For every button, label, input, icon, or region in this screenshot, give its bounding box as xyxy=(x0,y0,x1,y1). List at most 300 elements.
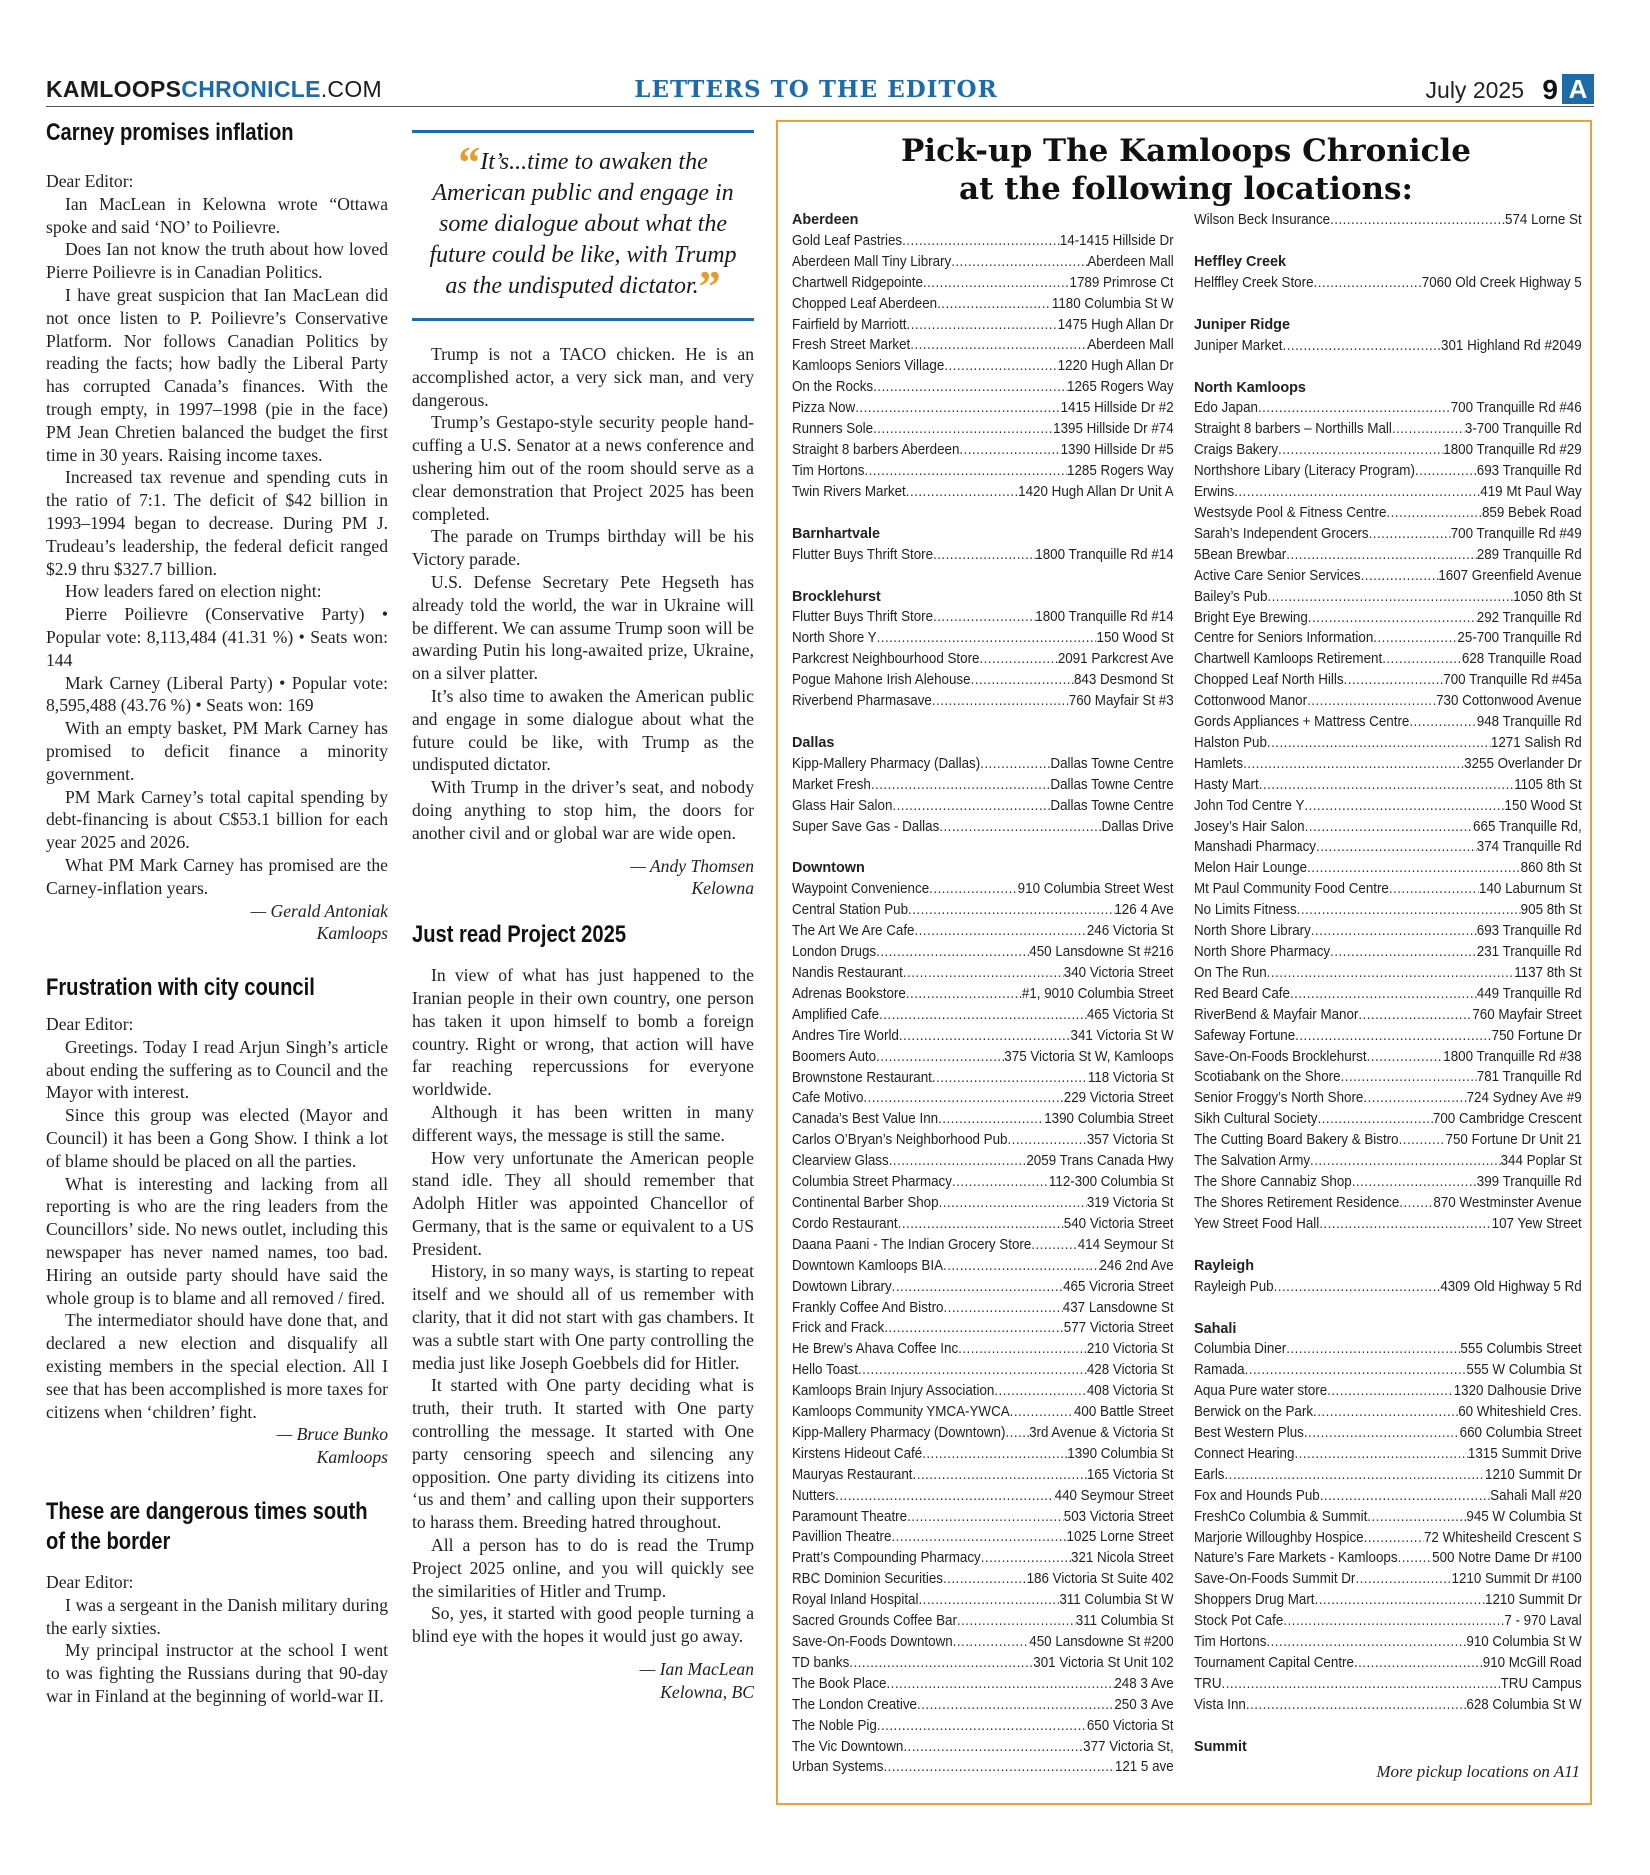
dot-leader xyxy=(879,1005,1087,1026)
location-entry xyxy=(792,649,1174,670)
location-address: 1265 Rogers Way xyxy=(1067,379,1174,396)
dot-leader xyxy=(932,1068,1088,1089)
dot-leader xyxy=(1308,608,1477,629)
dot-leader xyxy=(886,1674,1114,1695)
location-address: 628 Columbia St W xyxy=(1466,1696,1582,1713)
location-name: Red Beard Cafe xyxy=(1194,985,1290,1002)
location-address: 3-700 Tranquille Rd xyxy=(1464,421,1582,438)
location-entry xyxy=(792,1130,1174,1151)
location-address: 3255 Overlander Dr xyxy=(1464,755,1582,772)
location-address: 1137 8th St xyxy=(1514,964,1582,981)
dot-leader xyxy=(1267,963,1515,984)
location-name: Westsyde Pool & Fitness Centre xyxy=(1194,504,1387,521)
location-entry xyxy=(1194,1360,1582,1381)
location-entry xyxy=(1194,1067,1582,1088)
location-address: 859 Bebek Road xyxy=(1481,504,1582,521)
letter-body xyxy=(46,1594,388,1708)
location-entry xyxy=(1194,1632,1582,1653)
location-entry xyxy=(1194,1423,1582,1444)
dot-leader xyxy=(914,921,1086,942)
dot-leader xyxy=(1341,1067,1477,1088)
location-name: On the Rocks xyxy=(792,379,874,396)
location-name: Shoppers Drug Mart xyxy=(1194,1592,1315,1609)
location-entry xyxy=(792,1695,1174,1716)
location-address: 400 Battle Street xyxy=(1073,1404,1174,1421)
location-name: Gords Appliances + Mattress Centre xyxy=(1194,714,1410,731)
dot-leader xyxy=(1398,1548,1433,1569)
dot-leader xyxy=(1386,503,1482,524)
location-entry xyxy=(792,1381,1174,1402)
location-address: 574 Lorne St xyxy=(1505,212,1582,228)
location-address: 374 Tranquille Rd xyxy=(1476,839,1582,856)
location-address: 650 Victoria St xyxy=(1086,1717,1174,1734)
dot-leader xyxy=(938,1109,1044,1130)
location-name: North Shore Y xyxy=(792,630,877,647)
dot-leader xyxy=(1286,545,1477,566)
dot-leader xyxy=(1246,1695,1467,1716)
location-entry xyxy=(792,1193,1174,1214)
location-name: Kamloops Seniors Village xyxy=(792,358,945,375)
dot-leader xyxy=(1290,984,1477,1005)
location-name: Hello Toast xyxy=(792,1362,858,1379)
dot-leader xyxy=(864,461,1067,482)
location-entry xyxy=(792,273,1174,294)
location-address: 1789 Primrose Ct xyxy=(1069,274,1174,291)
location-entry xyxy=(792,1590,1174,1611)
location-address: 465 Victoria St xyxy=(1086,1006,1174,1023)
location-entry xyxy=(1194,1130,1582,1151)
dot-leader xyxy=(1358,1005,1472,1026)
dot-leader xyxy=(953,1632,1030,1653)
location-address: 210 Victoria St xyxy=(1086,1341,1174,1358)
signature-name: — Bruce Bunko xyxy=(276,1424,388,1445)
location-entry xyxy=(1194,775,1582,796)
location-name: RBC Dominion Securities xyxy=(792,1571,943,1588)
location-address: 860 8th St xyxy=(1520,860,1582,877)
close-quote-mark: ” xyxy=(698,262,721,311)
dot-leader xyxy=(1330,942,1477,963)
location-address: 399 Tranquille Rd xyxy=(1476,1173,1582,1190)
location-address: 72 Whitesheild Crescent S xyxy=(1423,1529,1582,1546)
dot-leader xyxy=(1267,587,1513,608)
location-name: Chopped Leaf North Hills xyxy=(1194,672,1344,689)
location-entry xyxy=(1194,1590,1582,1611)
location-address: Dallas Towne Centre xyxy=(1050,776,1174,793)
dot-leader xyxy=(1355,1569,1451,1590)
letter-headline: These are dangerous times south of the border xyxy=(46,1498,368,1556)
location-address: 229 Victoria Street xyxy=(1063,1090,1174,1107)
location-entry xyxy=(1194,1172,1582,1193)
location-address: Dallas Drive xyxy=(1101,818,1174,835)
letter-body xyxy=(46,1036,388,1424)
paragraph: My principal instructor at the school I went to was fighting the Russians during that 90-day war in Finland at the beginning of world-war II. xyxy=(46,1640,388,1707)
location-name: Urban Systems xyxy=(792,1759,884,1776)
location-name: Kipp-Mallery Pharmacy (Dallas) xyxy=(792,755,981,772)
location-entry xyxy=(1194,524,1582,545)
location-name: Downtown Kamloops BIA xyxy=(792,1257,944,1274)
location-entry xyxy=(792,356,1174,377)
location-entry xyxy=(792,628,1174,649)
dot-leader xyxy=(1313,1402,1458,1423)
location-name: Andres Tire World xyxy=(792,1027,899,1044)
paragraph: It’s also time to awaken the American public and engage in some dialogue about what the future could be like, with Trump as the undisputed dictator. xyxy=(412,685,754,775)
paragraph: History, in so many ways, is starting to repeat itself and we should all of us remember with clarity, that it did not start with gas chambers. It was a subtle start with One party controlling the media just like Joseph Goebbels did for Hitler. xyxy=(412,1261,754,1373)
location-address: TRU Campus xyxy=(1500,1675,1582,1692)
location-entry xyxy=(1194,837,1582,858)
pull-quote xyxy=(412,130,754,321)
location-entry xyxy=(792,1235,1174,1256)
paragraph: The parade on Trumps birthday will be his Victory parade. xyxy=(412,526,754,570)
dot-leader xyxy=(891,1527,1066,1548)
location-entry xyxy=(1194,461,1582,482)
location-address: 1420 Hugh Allan Dr Unit A xyxy=(1018,483,1174,500)
location-entry xyxy=(792,377,1174,398)
open-quote-mark: “ xyxy=(458,138,481,187)
area-heading: Summit xyxy=(1194,1738,1247,1755)
location-name: Daana Paani - The Indian Grocery Store xyxy=(792,1236,1032,1253)
location-address: 500 Notre Dame Dr #100 xyxy=(1432,1550,1582,1567)
dot-leader xyxy=(910,335,1087,356)
location-entry xyxy=(1194,1381,1582,1402)
location-address: #1, 9010 Columbia Street xyxy=(1021,985,1174,1002)
location-address: 126 4 Ave xyxy=(1114,902,1174,919)
location-entry xyxy=(1194,336,1582,357)
location-entry xyxy=(1194,796,1582,817)
dot-leader xyxy=(903,963,1064,984)
paragraph: Although it has been written in many different ways, the message is still the same. xyxy=(412,1101,754,1145)
location-address: 660 Columbia Street xyxy=(1459,1425,1582,1442)
location-entry xyxy=(1194,921,1582,942)
location-name: Central Station Pub xyxy=(792,902,909,919)
letter-body xyxy=(412,964,754,1648)
dot-leader xyxy=(981,1548,1071,1569)
location-entry xyxy=(792,963,1174,984)
location-address: 910 McGill Road xyxy=(1482,1655,1582,1671)
location-entry xyxy=(1194,1339,1582,1360)
location-name: Craigs Bakery xyxy=(1194,442,1279,459)
paragraph: In view of what has just happened to the Iranian people in their own country, one person has taken it upon himself to bomb a foreign country. Right or wrong, that action will have far reaching repercussions for everyone worldwide. xyxy=(412,965,754,1100)
dot-leader xyxy=(898,1214,1064,1235)
location-address: 910 Columbia Street West xyxy=(1017,881,1174,898)
dot-leader xyxy=(863,1088,1063,1109)
dot-leader xyxy=(1267,733,1491,754)
location-address: Aberdeen Mall xyxy=(1087,337,1174,354)
dot-leader xyxy=(906,482,1018,503)
location-name: Amplified Cafe xyxy=(792,1006,880,1023)
location-entry xyxy=(792,461,1174,482)
locations-left-column xyxy=(792,210,1172,1778)
location-address: 700 Cambridge Crescent xyxy=(1432,1111,1582,1128)
location-name: Tim Hortons xyxy=(1194,1634,1267,1651)
dot-leader xyxy=(1367,1507,1466,1528)
location-entry xyxy=(1194,398,1582,419)
dot-leader xyxy=(1295,1026,1491,1047)
location-address: 750 Fortune Dr Unit 21 xyxy=(1445,1132,1582,1149)
location-name: Waypoint Convenience xyxy=(792,881,930,898)
dot-leader xyxy=(971,670,1074,691)
dot-leader xyxy=(1399,1130,1446,1151)
location-address: 1315 Summit Drive xyxy=(1467,1445,1582,1462)
location-address: 1025 Lorne Street xyxy=(1066,1529,1174,1546)
location-entry xyxy=(1194,1047,1582,1068)
dot-leader xyxy=(979,649,1057,670)
location-address: 150 Wood St xyxy=(1504,797,1582,814)
dot-leader xyxy=(1363,1088,1466,1109)
location-name: Edo Japan xyxy=(1194,400,1258,417)
location-entry xyxy=(792,231,1174,252)
location-entry xyxy=(1194,1214,1582,1235)
location-address: 700 Tranquille Rd #49 xyxy=(1450,525,1582,542)
location-address: 628 Tranquille Road xyxy=(1461,651,1582,668)
location-address: 341 Victoria St W xyxy=(1070,1027,1174,1044)
location-name: Aberdeen Mall Tiny Library xyxy=(792,253,952,270)
location-address: 465 Vicroria Street xyxy=(1063,1278,1174,1295)
location-address: 246 Victoria St xyxy=(1086,923,1174,940)
dot-leader xyxy=(1286,1339,1460,1360)
location-name: Connect Hearing xyxy=(1194,1445,1295,1462)
dot-leader xyxy=(957,1611,1076,1632)
section-title: LETTERS TO THE EDITOR xyxy=(634,76,998,103)
location-address: 246 2nd Ave xyxy=(1099,1257,1174,1274)
location-address: 1390 Columbia Street xyxy=(1044,1111,1174,1128)
dot-leader xyxy=(855,398,1060,419)
location-name: Continental Barber Shop xyxy=(792,1194,939,1211)
area-heading: Aberdeen xyxy=(792,212,859,228)
dot-leader xyxy=(908,900,1114,921)
location-entry xyxy=(792,1716,1174,1737)
dot-leader xyxy=(923,273,1070,294)
location-entry xyxy=(1194,1674,1582,1695)
location-address: 910 Columbia St W xyxy=(1466,1634,1582,1651)
paragraph: PM Mark Carney’s total capital spending by debt-financing is about C$53.1 billion for each year 2025 and 2026. xyxy=(46,786,388,853)
dot-leader xyxy=(1344,670,1444,691)
location-entry xyxy=(792,1611,1174,1632)
paragraph: All a person has to do is read the Trump Project 2025 online, and you will quickly see the similarities of Hitler and Trump. xyxy=(412,1535,754,1601)
dot-leader xyxy=(917,1695,1114,1716)
location-entry xyxy=(792,1423,1174,1444)
area-heading: Barnhartvale xyxy=(792,525,880,542)
location-entry xyxy=(792,900,1174,921)
paragraph: What is interesting and lacking from all reporting is who are the ring leaders from the Councillors’ side. No news outlet, including this newspaper has never named names, too bad. Hiring an outside party should have said the whole group is to blame and all removed / fired. xyxy=(46,1173,388,1308)
paragraph: It started with One party deciding what is truth, their truth. It started with One party controlling the message. It started with One party censoring speech and silencing any opposition. One party dividing its citizens into ‘us and them’ and calling upon their supporters to harass them. Breeding hatred throughout. xyxy=(412,1375,754,1533)
dot-leader xyxy=(1225,1465,1486,1486)
location-entry xyxy=(792,315,1174,336)
location-address: 1220 Hugh Allan Dr xyxy=(1057,358,1174,375)
location-name: Rayleigh Pub xyxy=(1194,1278,1274,1295)
paragraph: What PM Mark Carney has promised are the Carney-inflation years. xyxy=(46,854,388,898)
dot-leader xyxy=(877,1716,1087,1737)
location-entry xyxy=(1194,649,1582,670)
paragraph: Mark Carney (Liberal Party) • Popular vote: 8,595,488 (43.76 %) • Seats won: 169 xyxy=(46,672,388,716)
area-heading: Downtown xyxy=(792,860,865,877)
area-heading: Dallas xyxy=(792,734,835,751)
location-name: Paramount Theatre xyxy=(792,1508,908,1525)
location-address: 321 Nicola Street xyxy=(1071,1550,1174,1567)
location-entry xyxy=(1194,1444,1582,1465)
dot-leader xyxy=(958,1339,1087,1360)
location-address: 1415 Hillside Dr #2 xyxy=(1060,400,1174,417)
dot-leader xyxy=(858,1360,1087,1381)
location-name: Clearview Glass xyxy=(792,1153,889,1170)
area-heading: North Kamloops xyxy=(1194,379,1306,396)
dot-leader xyxy=(1399,1193,1433,1214)
location-address: 437 Lansdowne St xyxy=(1062,1299,1174,1316)
location-name: Hamlets xyxy=(1194,755,1244,772)
location-address: 440 Seymour Street xyxy=(1054,1487,1174,1504)
paragraph: Pierre Poilievre (Conservative Party) • Popular vote: 8,113,484 (41.31 %) • Seats won: 144 xyxy=(46,604,388,670)
location-entry xyxy=(1194,628,1582,649)
location-entry xyxy=(1194,712,1582,733)
location-address: 1390 Columbia St xyxy=(1067,1445,1174,1462)
location-address: Dallas Towne Centre xyxy=(1050,797,1174,814)
location-address: 1285 Rogers Way xyxy=(1067,462,1174,479)
location-name: Nature’s Fare Markets - Kamloops xyxy=(1194,1550,1398,1567)
area-heading: Brocklehurst xyxy=(792,588,881,605)
location-entry xyxy=(792,607,1174,628)
more-locations-note: More pickup locations on A11 xyxy=(1376,1762,1580,1781)
location-name: Best Western Plus xyxy=(1194,1425,1304,1442)
dot-leader xyxy=(933,607,1035,628)
location-name: RiverBend & Mayfair Manor xyxy=(1194,1006,1359,1023)
letter-headline: Just read Project 2025 xyxy=(412,921,627,949)
location-name: The Shores Retirement Residence xyxy=(1194,1194,1400,1211)
location-entry xyxy=(1194,566,1582,587)
signature-name: — Gerald Antoniak xyxy=(250,900,388,921)
location-name: Kamloops Community YMCA-YWCA xyxy=(792,1404,1010,1421)
location-name: The Noble Pig xyxy=(792,1717,877,1734)
location-entry xyxy=(792,335,1174,356)
location-entry xyxy=(792,1674,1174,1695)
location-address: 540 Victoria Street xyxy=(1063,1215,1174,1232)
location-address: 724 Sydney Ave #9 xyxy=(1466,1090,1582,1107)
location-entry xyxy=(792,1151,1174,1172)
location-entry xyxy=(792,545,1174,566)
location-entry xyxy=(792,1005,1174,1026)
location-entry xyxy=(1194,503,1582,524)
location-address: 14-1415 Hillside Dr xyxy=(1059,232,1174,249)
dot-leader xyxy=(1259,775,1515,796)
location-address: 555 Columbis Street xyxy=(1460,1341,1582,1358)
location-address: 450 Lansdowne St #216 xyxy=(1029,944,1174,961)
paragraph: I was a sergeant in the Danish military during the early sixties. xyxy=(46,1594,388,1638)
location-address: 693 Tranquille Rd xyxy=(1476,923,1582,940)
location-entry xyxy=(792,1548,1174,1569)
site-name[interactable]: KAMLOOPSCHRONICLE.COM xyxy=(46,76,382,102)
location-entry xyxy=(1194,1465,1582,1486)
dot-leader xyxy=(884,1318,1064,1339)
dot-leader xyxy=(943,1569,1027,1590)
location-address: 700 Tranquille Rd #46 xyxy=(1450,400,1582,417)
dot-leader xyxy=(1266,1632,1466,1653)
dot-leader xyxy=(1305,817,1473,838)
location-entry xyxy=(1194,482,1582,503)
letter-headline: Frustration with city council xyxy=(46,974,315,1002)
location-entry xyxy=(792,1088,1174,1109)
location-name: TRU xyxy=(1194,1675,1222,1692)
dot-leader xyxy=(1364,1528,1424,1549)
location-name: Adrenas Bookstore xyxy=(792,985,906,1002)
dot-leader xyxy=(877,628,1097,649)
location-entry xyxy=(1194,1277,1582,1298)
location-address: 1105 8th St xyxy=(1514,776,1582,793)
location-address: 1180 Columbia St W xyxy=(1051,295,1174,312)
dot-leader xyxy=(876,942,1029,963)
dot-leader xyxy=(1389,879,1479,900)
location-name: The Vic Downtown xyxy=(792,1738,904,1755)
dot-leader xyxy=(944,356,1057,377)
location-name: Kirstens Hideout Café xyxy=(792,1445,923,1462)
dot-leader xyxy=(937,294,1052,315)
paragraph: I have great suspicion that Ian MacLean did not once listen to P. Poilievre’s Conservative Platform. Nor follows Canadian Politics by reading the facts; how badly the Liberal Party has corrupted Canada’s finances. With the trough empty, in 1997–1998 (pie in the face) PM Jean Chretien balanced the budget the first time in 30 years. Raising income taxes. xyxy=(46,284,388,465)
dot-leader xyxy=(1392,419,1465,440)
location-address: 1800 Tranquille Rd #14 xyxy=(1035,609,1174,626)
location-name: Save-On-Foods Summit Dr xyxy=(1194,1571,1356,1588)
location-address: 250 3 Ave xyxy=(1114,1696,1174,1713)
location-name: Scotiabank on the Shore xyxy=(1194,1069,1341,1086)
dot-leader xyxy=(951,252,1087,273)
location-name: Pizza Now xyxy=(792,400,856,417)
dot-leader xyxy=(933,545,1035,566)
paragraph: Since this group was elected (Mayor and Council) it has been a Gong Show. I think a lot of blame should be placed on all the parties. xyxy=(46,1105,388,1171)
location-entry xyxy=(792,1360,1174,1381)
dot-leader xyxy=(929,879,1018,900)
dot-leader xyxy=(1382,649,1462,670)
location-entry xyxy=(1194,1548,1582,1569)
signature-name: — Andy Thomsen xyxy=(630,855,754,876)
dot-leader xyxy=(883,1757,1114,1778)
location-address: 693 Tranquille Rd xyxy=(1476,463,1582,480)
location-name: 5Bean Brewbar xyxy=(1194,546,1287,563)
dot-leader xyxy=(922,1444,1067,1465)
location-entry xyxy=(792,1465,1174,1486)
location-entry xyxy=(792,942,1174,963)
location-name: Cafe Motivo xyxy=(792,1090,864,1107)
location-entry xyxy=(1194,1486,1582,1507)
area-heading: Juniper Ridge xyxy=(1194,316,1290,333)
location-name: Sacred Grounds Coffee Bar xyxy=(792,1613,957,1630)
dot-leader xyxy=(1278,440,1443,461)
dot-leader xyxy=(835,1486,1054,1507)
signature-place: Kelowna xyxy=(691,878,754,899)
location-entry xyxy=(1194,879,1582,900)
location-address: 843 Desmond St xyxy=(1073,672,1174,689)
page-header xyxy=(46,76,1594,107)
location-name: Gold Leaf Pastries xyxy=(792,232,903,249)
dot-leader xyxy=(1314,273,1422,294)
location-entry xyxy=(792,1277,1174,1298)
dot-leader xyxy=(889,1151,1027,1172)
dot-leader xyxy=(1031,1235,1077,1256)
paragraph: U.S. Defense Secretary Pete Hegseth has already told the world, the war in Ukraine will be different. We can assume Trump soon will be awarding Putin his long-awaited prize, Ukraine, on a silver platter. xyxy=(412,571,754,684)
dot-leader xyxy=(943,1256,1099,1277)
location-entry xyxy=(792,1214,1174,1235)
location-entry xyxy=(1194,1026,1582,1047)
location-address: 112-300 Columbia St xyxy=(1048,1174,1174,1191)
location-entry xyxy=(792,482,1174,503)
location-address: 2059 Trans Canada Hwy xyxy=(1026,1153,1174,1170)
dot-leader xyxy=(1317,1109,1432,1130)
location-entry xyxy=(792,252,1174,273)
dot-leader xyxy=(1007,1130,1086,1151)
location-name: Fox and Hounds Pub xyxy=(1194,1487,1320,1504)
location-name: Columbia Street Pharmacy xyxy=(792,1174,952,1191)
salutation: Dear Editor: xyxy=(46,1014,134,1035)
location-entry xyxy=(792,879,1174,900)
location-address: 319 Victoria St xyxy=(1086,1194,1174,1211)
paragraph: Trump’s Gestapo-style security people hand-cuffing a U.S. Senator at a news conference and ushering him out of the room should serve as a clear demonstration that Project 2025 has been completed. xyxy=(412,412,754,524)
location-address: 577 Victoria Street xyxy=(1063,1320,1174,1337)
location-address: 121 5 ave xyxy=(1114,1759,1174,1776)
